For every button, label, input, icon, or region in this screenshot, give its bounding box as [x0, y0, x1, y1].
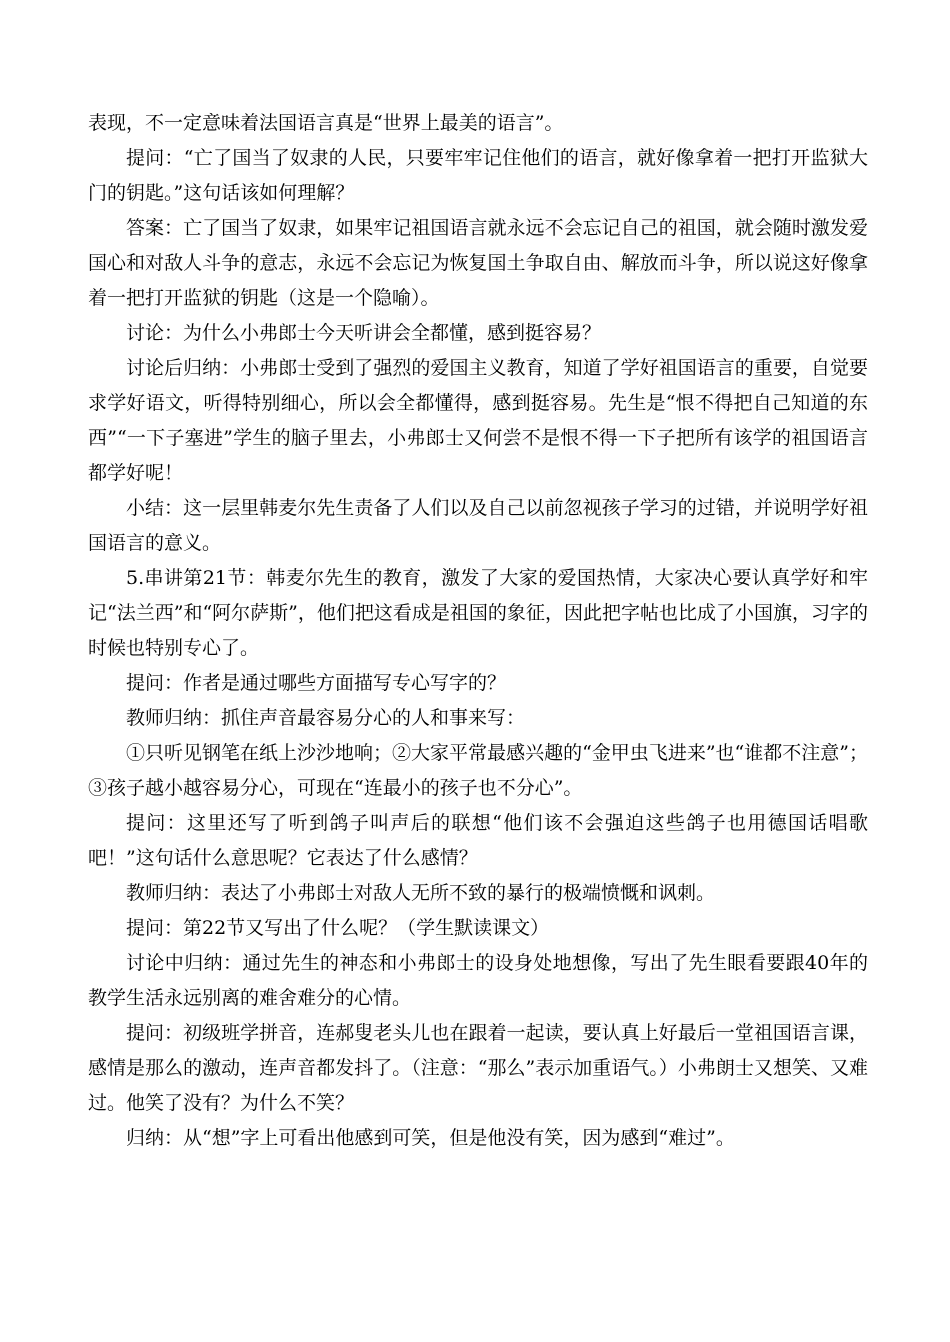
paragraph-question: 提问：“亡了国当了奴隶的人民，只要牢牢记住他们的语言，就好像拿着一把打开监狱大门的钥匙。”这句话该如何理解？ [88, 147, 868, 204]
paragraph-continuation: 表现，不一定意味着法国语言真是“世界上最美的语言”。 [88, 112, 564, 134]
paragraph-discussion: 讨论：为什么小弗郎士今天听讲会全都懂，感到挺容易？ [126, 322, 602, 344]
paragraph-conclusion: 小结：这一层里韩麦尔先生责备了人们以及自己以前忽视孩子学习的过错，并说明学好祖国语言的意义。 [88, 497, 868, 554]
paragraph-question: 提问：初级班学拼音，连郝叟老头儿也在跟着一起读，要认真上好最后一堂祖国语言课，感情是那么的激动，连声音都发抖了。（注意：“那么”表示加重语气。）小弗朗士又想笑、又难过。他笑了没有？为什么不笑？ [88, 1022, 868, 1114]
paragraph-discussion-summary: 讨论中归纳：通过先生的神态和小弗郎士的设身处地想像，写出了先生眼看要跟40年的教学生活永远别离的难舍难分的心情。 [88, 952, 868, 1009]
paragraph-teacher-summary: 教师归纳：表达了小弗郎士对敌人无所不致的暴行的极端愤慨和讽刺。 [126, 882, 716, 904]
paragraph-section-5: 5.串讲第21节：韩麦尔先生的教育，激发了大家的爱国热情，大家决心要认真学好和牢记“法兰西”和“阿尔萨斯”，他们把这看成是祖国的象征，因此把字帖也比成了小国旗，习字的时候也特别专心了。 [88, 567, 868, 659]
paragraph-summary: 归纳：从“想”字上可看出他感到可笑，但是他没有笑，因为感到“难过”。 [126, 1127, 735, 1149]
paragraph-question: 提问：作者是通过哪些方面描写专心写字的？ [126, 672, 507, 694]
paragraph-question: 提问：第22节又写出了什么呢？（学生默读课文） [126, 917, 550, 939]
paragraph-enumeration: ①只听见钢笔在纸上沙沙地响；②大家平常最感兴趣的“金甲虫飞进来”也“谁都不注意”；③孩子越小越容易分心，可现在“连最小的孩子也不分心”。 [88, 742, 868, 799]
paragraph-teacher-summary: 教师归纳：抓住声音最容易分心的人和事来写： [126, 707, 526, 729]
paragraph-discussion-summary: 讨论后归纳：小弗郎士受到了强烈的爱国主义教育，知道了学好祖国语言的重要，自觉要求学好语文，听得特别细心，所以会全都懂得，感到挺容易。先生是“恨不得把自己知道的东西”“一下子塞进”学生的脑子里去，小弗郎士又何尝不是恨不得一下子把所有该学的祖国语言都学好呢！ [88, 357, 868, 484]
paragraph-answer: 答案：亡了国当了奴隶，如果牢记祖国语言就永远不会忘记自己的祖国，就会随时激发爱国心和对敌人斗争的意志，永远不会忘记为恢复国土争取自由、解放而斗争，所以说这好像拿着一把打开监狱的钥匙（这是一个隐喻）。 [88, 217, 868, 309]
document-page [88, 106, 868, 1156]
paragraph-question: 提问：这里还写了听到鸽子叫声后的联想“他们该不会强迫这些鸽子也用德国话唱歌吧！”这句话什么意思呢？它表达了什么感情？ [88, 812, 868, 869]
